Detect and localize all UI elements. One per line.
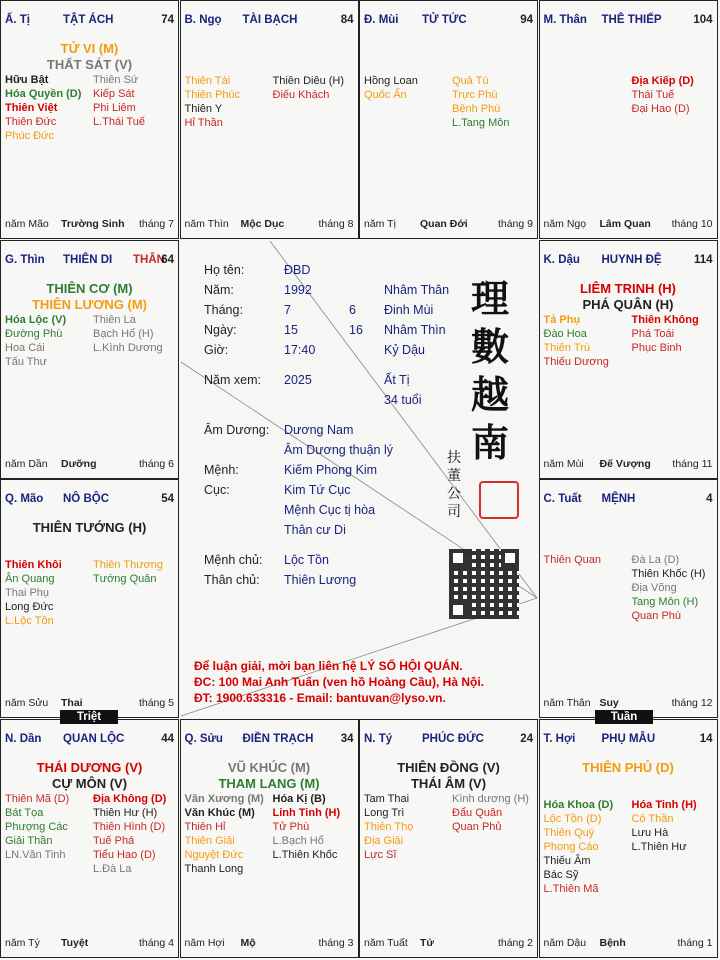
minor-star: Thanh Long [184, 862, 244, 875]
star-list-right [632, 553, 706, 623]
minor-star: Thiên Hư (H) [93, 806, 158, 819]
minor-star: L.Thiên Hư [631, 840, 687, 853]
hour-label: Giờ: [204, 343, 229, 357]
star-list-left [544, 313, 609, 369]
minor-star: Thai Phụ [5, 587, 50, 599]
palace-header [544, 14, 713, 30]
minor-star: Đẩu Quân [452, 806, 503, 819]
minor-star: Điếu Khách [272, 89, 330, 101]
palace-stage: Trường Sinh [61, 218, 125, 230]
palace-stage: Đế Vượng [599, 457, 651, 470]
palace-number: 54 [161, 493, 174, 505]
minor-star: Bát Tọa [5, 806, 44, 819]
minor-star: Tuế Phá [93, 834, 135, 847]
palace-header [5, 493, 174, 509]
palace-cell-mao [0, 479, 179, 718]
day-can: Nhâm Thìn [384, 323, 446, 337]
palace-stage: Suy [599, 697, 619, 709]
minor-star: Đào Hoa [543, 327, 587, 340]
palace-month: tháng 11 [672, 457, 713, 470]
star-list-right [93, 792, 166, 876]
palace-year: năm Sửu [5, 697, 49, 709]
palace-header [5, 733, 174, 749]
palace-month: tháng 6 [138, 457, 174, 470]
minor-star: Quả Tú [452, 75, 489, 87]
palace-stage: Mộ [240, 936, 256, 949]
thanchu-label: Thân chủ: [204, 573, 260, 587]
palace-footer [5, 697, 174, 711]
main-star: THÁI ÂM (V) [410, 775, 487, 791]
minor-star: Thiên Khốc (H) [631, 568, 706, 580]
palace-month: tháng 10 [671, 218, 713, 230]
palace-year: năm Hợi [184, 936, 225, 949]
minor-star: Thiên Trù [543, 341, 590, 354]
view-year-value: 2025 [284, 373, 312, 387]
palace-stage: Mộc Dục [240, 218, 285, 230]
palace-name: TÀI BẠCH [242, 14, 298, 26]
minor-star: Thiên Hình (D) [93, 820, 166, 833]
minor-star: Kiếp Sát [93, 88, 135, 100]
palace-cell-than [539, 0, 718, 239]
palace-year: năm Mùi [543, 457, 584, 470]
palace-cell-suu [180, 719, 359, 958]
minor-star: Thiên Phúc [184, 89, 241, 101]
star-list-right [273, 792, 341, 862]
palace-header [544, 254, 713, 270]
minor-star: Phá Toái [631, 327, 675, 340]
palace-footer [544, 218, 713, 232]
minor-star: Thiên La [93, 313, 136, 326]
contact-line-2: ĐC: 100 Mai Anh Tuấn (ven hồ Hoàng Cầu), Hà Nội. [194, 675, 485, 689]
minor-star: Tướng Quân [93, 573, 157, 585]
minor-star: Giải Thần [5, 834, 53, 847]
minor-star: L.Đà La [93, 862, 132, 875]
minor-star: Địa Kiếp (D) [631, 75, 694, 87]
palace-number: 104 [693, 14, 713, 26]
center-info-panel [179, 239, 537, 717]
month-value: 7 [284, 303, 291, 317]
minor-star: Thiên Mã (D) [5, 792, 70, 805]
palace-number: 24 [520, 732, 533, 745]
star-list-right [632, 313, 699, 355]
palace-header [5, 254, 174, 270]
palace-stage: Quan Đới [420, 218, 468, 230]
minor-star: Phục Binh [631, 341, 682, 354]
palace-header [544, 493, 713, 509]
minor-star: Nguyệt Đức [184, 848, 244, 861]
minor-star: Bạch Hổ (H) [93, 327, 154, 340]
star-list-right [93, 73, 145, 129]
palace-year: năm Thìn [184, 218, 229, 230]
minor-star: Hóa Tinh (H) [631, 798, 697, 811]
age-value: 34 tuổi [384, 393, 422, 407]
minor-star: Thiếu Âm [543, 854, 591, 867]
main-star: PHÁ QUÂN (H) [582, 296, 674, 312]
palace-cell-ti [0, 0, 179, 239]
palace-branch: T. Hợi [543, 732, 576, 745]
star-list-left [5, 792, 69, 862]
minor-star: L.Kình Dương [93, 341, 163, 354]
palace-year: năm Tuất [364, 936, 408, 949]
minor-star: Địa Không (D) [93, 792, 167, 805]
main-star: THÁI DƯƠNG (V) [36, 759, 143, 775]
minor-star: Quốc Ấn [364, 89, 407, 101]
minor-star: Thiên Thương [93, 559, 164, 571]
palace-month: tháng 9 [497, 218, 533, 230]
palace-name: MỆNH [601, 493, 636, 505]
menhchu-label: Mệnh chủ: [204, 553, 263, 567]
minor-star: Thiên Giải [184, 834, 235, 847]
calligraphy-logo: 理數越南 [470, 276, 509, 465]
palace-stage: Dưỡng [61, 457, 97, 470]
star-list-left [364, 74, 418, 102]
minor-star: Đường Phù [5, 327, 63, 340]
palace-year: năm Tý [5, 936, 40, 949]
minor-star: Hóa Lộc (V) [5, 313, 67, 326]
amduong-value-2: Âm Dương thuận lý [284, 443, 393, 457]
star-list-left [5, 558, 62, 628]
cuc-label: Cục: [204, 483, 230, 497]
palace-year: năm Thân [543, 697, 591, 709]
minor-star: Thiên Tài [184, 75, 231, 87]
minor-star: Thiên Thọ [364, 820, 414, 833]
month-lunar: 6 [349, 303, 356, 317]
minor-star: Thiên Hỉ [184, 820, 226, 833]
palace-cell-dau [539, 240, 718, 479]
minor-star: Kình dương (H) [452, 792, 529, 805]
palace-branch: Ấ. Tị [5, 14, 30, 26]
palace-year: năm Mão [5, 218, 49, 230]
minor-star: Tiểu Hao (D) [93, 848, 156, 861]
day-label: Ngày: [204, 323, 237, 337]
palace-year: năm Dậu [543, 936, 587, 949]
year-label: Năm: [204, 283, 234, 297]
minor-star: LN.Văn Tinh [5, 848, 66, 861]
tuan-badge: Tuần [595, 710, 653, 724]
day-value: 15 [284, 323, 298, 337]
year-value: 1992 [284, 283, 312, 297]
palace-footer [5, 937, 174, 951]
menh-value: Kiếm Phong Kim [284, 463, 378, 477]
minor-star: Long Trì [364, 806, 405, 819]
minor-star: Thiên Diêu (H) [272, 75, 345, 87]
minor-star: Hữu Bật [5, 74, 49, 86]
palace-month: tháng 4 [138, 936, 174, 949]
palace-number: 44 [161, 732, 174, 745]
minor-star: Thiên Sứ [93, 74, 139, 86]
palace-footer [544, 937, 713, 951]
palace-branch: B. Ngọ [184, 14, 222, 26]
minor-star: Địa Võng [631, 582, 677, 594]
palace-number: 64 [161, 253, 174, 266]
minor-star: Thiên Khôi [5, 559, 62, 571]
minor-star: Đà La (D) [631, 554, 680, 566]
palace-month: tháng 2 [497, 936, 533, 949]
palace-number: 74 [161, 14, 174, 26]
minor-star: Tấu Thư [5, 355, 48, 368]
main-star: THẤT SÁT (V) [46, 57, 133, 72]
palace-header [364, 14, 533, 30]
palace-month: tháng 7 [138, 218, 174, 230]
palace-header [544, 733, 713, 749]
minor-star: Thiên Y [184, 103, 223, 115]
star-list-right [632, 74, 694, 116]
minor-star: L.Thái Tuế [93, 116, 145, 128]
star-list-left [5, 73, 81, 143]
palace-branch: Q. Mão [5, 493, 44, 505]
main-star: LIÊM TRINH (H) [579, 280, 677, 296]
palace-cell-mui [359, 0, 538, 239]
amduong-value: Dương Nam [284, 423, 354, 437]
main-star: TỬ VI (M) [60, 41, 119, 56]
minor-star: Văn Xương (M) [184, 792, 264, 805]
minor-star: Hóa Quyền (D) [5, 88, 82, 100]
star-list-right [273, 74, 345, 102]
palace-branch: C. Tuất [543, 493, 582, 505]
palace-branch: Đ. Mùi [364, 14, 399, 26]
minor-star: Thiên Quan [543, 554, 601, 566]
palace-footer [364, 937, 533, 951]
year-can: Nhâm Thân [384, 283, 450, 297]
month-label: Tháng: [204, 303, 243, 317]
star-list-left [364, 792, 413, 862]
hour-can: Kỷ Dậu [384, 343, 425, 357]
day-lunar: 16 [349, 323, 363, 337]
palace-name: NÔ BỘC [63, 493, 109, 505]
contact-line-3: ĐT: 1900.633316 - Email: bantuvan@lyso.vn. [194, 691, 446, 705]
main-star: THIÊN TƯỚNG (H) [32, 520, 147, 535]
palace-number: 84 [340, 14, 354, 26]
palace-cell-dan [0, 719, 179, 958]
palace-stage: Tử [420, 936, 435, 949]
thanchu-value: Thiên Lương [284, 573, 357, 587]
main-star: CỰ MÔN (V) [51, 775, 128, 791]
palace-number: 4 [706, 493, 713, 505]
minor-star: Hóa Kị (B) [272, 792, 326, 805]
palace-stage: Bệnh [599, 936, 626, 949]
minor-star: L.Tang Môn [452, 117, 510, 129]
palace-than-marker: THÂN [133, 253, 165, 266]
palace-number: 114 [693, 253, 713, 266]
minor-star: Thiên Không [631, 313, 699, 326]
main-star: THIÊN LƯƠNG (M) [31, 296, 148, 312]
palace-footer [5, 218, 174, 232]
palace-cell-ty [359, 719, 538, 958]
palace-name: HUYNH ĐỆ [601, 253, 662, 266]
palace-name: PHỤ MẪU [601, 732, 656, 745]
palace-footer [364, 218, 533, 232]
minor-star: L.Thiên Khốc [272, 848, 338, 861]
name-value: ĐBD [284, 263, 311, 277]
palace-footer [5, 458, 174, 472]
palace-number: 94 [520, 14, 533, 26]
palace-name: PHÚC ĐỨC [422, 732, 484, 745]
palace-year: năm Dần [5, 457, 48, 470]
red-seal-icon [479, 481, 519, 519]
palace-stage: Thai [61, 697, 83, 709]
minor-star: Văn Khúc (M) [184, 806, 255, 819]
minor-star: Quan Phù [631, 610, 682, 622]
minor-star: Phúc Đức [5, 130, 54, 142]
minor-star: Hỉ Thần [184, 117, 223, 129]
minor-star: Tử Phù [272, 820, 310, 833]
minor-star: Hồng Loan [364, 75, 418, 87]
star-list-left [544, 798, 614, 896]
palace-header [185, 733, 354, 749]
star-list-right [93, 558, 163, 586]
palace-month: tháng 8 [318, 218, 354, 230]
palace-branch: K. Dậu [543, 253, 580, 266]
palace-header [5, 14, 174, 30]
minor-star: Lộc Tồn (D) [543, 812, 602, 825]
month-can: Đinh Mùi [384, 303, 434, 317]
palace-name: THIÊN DI [63, 253, 113, 266]
palace-branch: Q. Sửu [184, 732, 223, 745]
palace-branch: N. Dần [5, 732, 42, 745]
palace-name: THÊ THIẾP [601, 14, 662, 26]
triet-badge: Triệt [60, 710, 118, 724]
view-year-can: Ất Tị [384, 373, 410, 387]
palace-stage: Tuyệt [61, 936, 89, 949]
minor-star: Lực Sĩ [364, 848, 397, 861]
palace-footer [185, 937, 354, 951]
minor-star: Trực Phù [452, 89, 498, 101]
minor-star: Thiên Đức [5, 116, 57, 128]
palace-cell-ngo [180, 0, 359, 239]
main-star: THIÊN ĐỒNG (V) [397, 759, 500, 775]
minor-star: Hoa Cái [5, 341, 45, 354]
minor-star: Linh Tinh (H) [272, 806, 341, 819]
hour-value: 17:40 [284, 343, 316, 357]
minor-star: Thiên Quý [543, 826, 595, 839]
minor-star: Quan Phủ [452, 820, 502, 833]
minor-star: Phong Cáo [543, 840, 599, 853]
palace-month: tháng 5 [138, 697, 174, 709]
palace-name: QUAN LỘC [63, 732, 125, 745]
name-label: Họ tên: [204, 263, 245, 277]
contact-line-1: Để luận giải, mời bạn liên hệ LÝ SỐ HỘI QUÁN. [194, 659, 463, 673]
palace-number: 14 [699, 732, 713, 745]
star-list-left [544, 553, 601, 567]
palace-cell-hoi [539, 719, 718, 958]
menh-label: Mệnh: [204, 463, 239, 477]
minor-star: Lưu Hà [631, 826, 669, 839]
minor-star: Thái Tuế [631, 89, 675, 101]
palace-name: TỬ TỨC [422, 14, 467, 26]
minor-star: Tang Môn (H) [631, 596, 699, 608]
palace-cell-tuat [539, 479, 718, 718]
palace-number: 34 [340, 732, 354, 745]
minor-star: Tả Phụ [543, 313, 581, 326]
palace-year: năm Ngọ [543, 218, 587, 230]
palace-month: tháng 3 [318, 936, 354, 949]
view-year-label: Năm xem: [204, 373, 261, 387]
minor-star: Bác Sỹ [543, 868, 579, 881]
minor-star: Phượng Các [5, 820, 68, 833]
palace-footer [544, 458, 713, 472]
palace-footer [544, 697, 713, 711]
cuc-value-2: Mệnh Cục tị hòa [284, 503, 376, 517]
star-list-right [452, 74, 509, 130]
palace-branch: M. Thân [543, 14, 587, 26]
palace-name: TẬT ÁCH [63, 14, 114, 26]
minor-star: Cô Thần [631, 812, 674, 825]
minor-star: Đại Hao (D) [631, 103, 690, 115]
star-list-right [93, 313, 163, 355]
minor-star: L.Thiên Mã [543, 882, 599, 895]
minor-star: Địa Giải [364, 834, 404, 847]
cuc-value: Kim Tứ Cục [284, 483, 351, 497]
minor-star: Long Đức [5, 601, 54, 613]
menhchu-value: Lộc Tồn [284, 553, 329, 567]
minor-star: Tam Thai [364, 792, 410, 805]
minor-star: Hóa Khoa (D) [543, 798, 614, 811]
palace-month: tháng 12 [671, 697, 713, 709]
palace-name: ĐIỀN TRẠCH [242, 732, 314, 745]
sub-calligraphy: 扶董公司 [447, 450, 461, 520]
minor-star: Ân Quang [5, 573, 55, 585]
main-star: VŨ KHÚC (M) [227, 759, 311, 775]
palace-branch: N. Tý [364, 732, 393, 745]
palace-footer [185, 218, 354, 232]
palace-cell-thin [0, 240, 179, 479]
palace-month: tháng 1 [677, 936, 713, 949]
main-star: THIÊN CƠ (M) [46, 280, 133, 296]
palace-header [185, 14, 354, 30]
star-list-left [185, 74, 241, 130]
star-list-right [452, 792, 529, 834]
palace-stage: Lâm Quan [599, 218, 651, 230]
star-list-left [5, 313, 66, 369]
star-list-left [185, 792, 264, 876]
palace-year: năm Tị [364, 218, 396, 230]
minor-star: L.Bạch Hổ [272, 834, 324, 847]
star-list-right [632, 798, 697, 854]
palace-branch: G. Thìn [5, 253, 45, 266]
main-star: THAM LANG (M) [218, 775, 320, 791]
minor-star: L.Lộc Tồn [5, 615, 54, 627]
minor-star: Bệnh Phù [452, 103, 501, 115]
cuc-value-3: Thân cư Di [284, 523, 346, 537]
minor-star: Thiên Việt [5, 102, 58, 114]
minor-star: Thiếu Dương [543, 355, 609, 368]
palace-header [364, 733, 533, 749]
qr-code-icon [449, 549, 519, 619]
amduong-label: Âm Dương: [204, 423, 270, 437]
minor-star: Phi Liêm [93, 102, 136, 114]
main-star: THIÊN PHỦ (D) [582, 759, 674, 775]
